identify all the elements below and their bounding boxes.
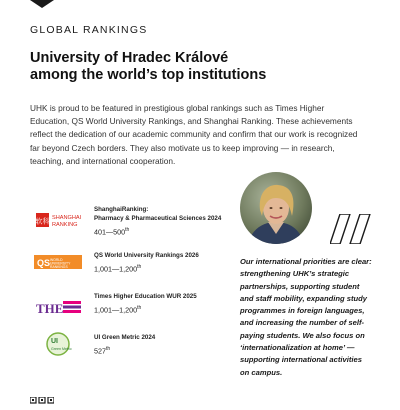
greenmetric-logo-text1: UI [51,338,58,345]
ranking-item-greenmetric [30,333,230,373]
ranking-text [94,205,244,237]
ranking-title-line1: UI Green Metric 2024 [94,334,156,341]
ranking-title-line1: ShanghaiRanking: [94,206,149,213]
shanghai-logo-text2: RANKING [52,222,78,228]
ranking-title-line1: Times Higher Education WUR 2025 [94,293,197,300]
quote-mark-icon [330,214,372,244]
qs-logo [30,247,86,277]
page-title-line2: among the world’s top institutions [30,67,267,83]
the-logo-text1: THE [36,301,64,316]
shanghai-ranking-logo [30,205,86,235]
ranking-title-line2: Pharmacy & Pharmaceutical Sciences 2024 [94,215,222,222]
shanghai-logo-mark: 软科 [35,217,50,226]
shanghai-logo-text1: SHANGHAI [52,215,82,221]
page-title [30,50,370,84]
ranking-value: 1,001—1,200th [94,305,142,315]
quote-text: Our international priorities are clear: strengthening UHK’s strategic partnerships, supporting student and staff mobility, expanding study programmes in foreign languages, and increasing the number of self-paying students. We also focus on ‘internationalization at home’ — supporting international activities on campus. [240,257,372,377]
svg-text:RANKINGS: RANKINGS [50,265,68,269]
ranking-text [94,292,244,315]
svg-text:UNIVERSITY: UNIVERSITY [50,261,71,266]
greenmetric-logo [30,329,86,359]
ranking-value: 1,001—1,200th [94,264,142,274]
the-logo [30,292,86,322]
qs-logo-text2: WORLD [50,258,63,262]
ranking-item-the [30,292,230,332]
ranking-value: 401—500th [94,227,130,237]
intro-paragraph: UHK is proud to be featured in prestigious global rankings such as Times Higher Education, QS World University Rankings, and Shanghai Ranking. These achievements reflect the dedication of our academic community and confirm that our work is recognized far beyond Czech borders. They also motivate us to keep improving — in research, teaching, and international cooperation. [30,103,358,166]
ranking-value: 527th [94,346,111,356]
top-tab-marker [30,0,54,8]
qr-code-icon [30,392,54,400]
ranking-title-line1: QS World University Rankings 2026 [94,252,199,259]
greenmetric-logo-text2: Green Metric [51,347,72,351]
portrait-photo [240,172,312,244]
qs-logo-text1: QS [37,258,51,268]
ranking-item-qs [30,251,230,291]
ranking-item-shanghai [30,205,230,245]
section-eyebrow: GLOBAL RANKINGS [30,24,148,36]
ranking-text [94,333,244,356]
page-title-line1: University of Hradec Králové [30,50,229,66]
ranking-text [94,251,244,274]
